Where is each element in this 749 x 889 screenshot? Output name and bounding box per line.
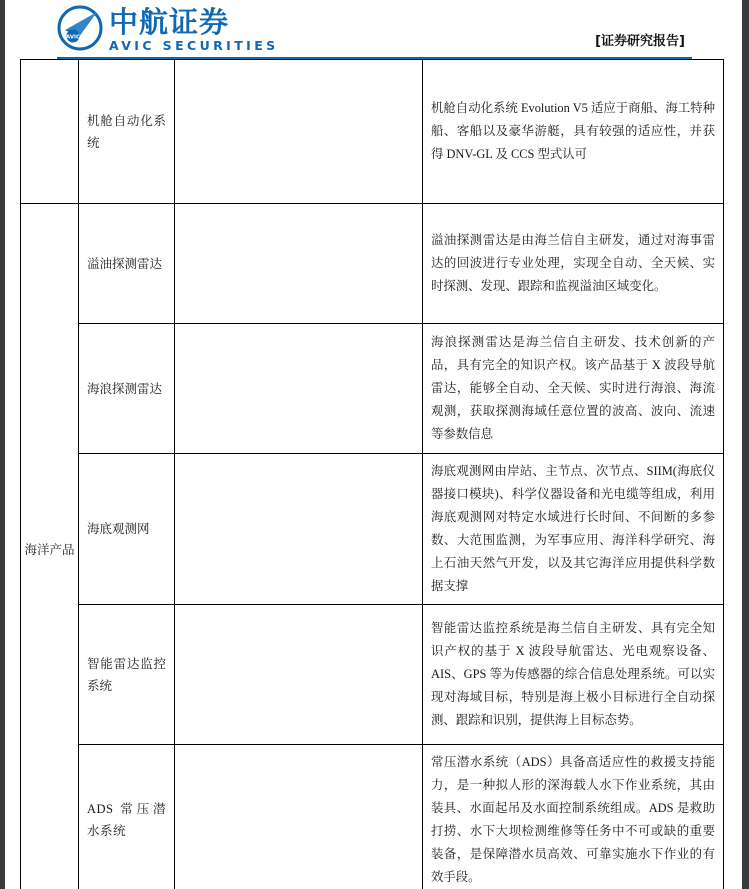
product-name-cell-row1 [79,60,175,204]
product-name-label: 机舱自动化系统 [87,113,166,150]
product-name-label: 溢油探测雷达 [87,256,163,271]
product-image-cell-row3 [175,324,423,454]
category-cell-row1 [21,60,79,204]
product-image-cell-row4 [175,454,423,605]
product-name-cell-row3 [79,324,175,454]
logo-chinese-name: 中航证券 [109,5,230,39]
product-table [20,59,724,889]
table-row [21,324,724,454]
category-cell-marine-products [21,204,79,889]
page-left-edge [0,0,5,889]
svg-text:AVIC: AVIC [66,34,80,41]
product-name-label: 智能雷达监控系统 [87,656,166,693]
logo-english-name: AVIC SECURITIES [109,38,279,53]
product-description-text: 海底观测网由岸站、主节点、次节点、SIIM(海底仪器接口模块)、科学仪器设备和光电缆等组成，利用海底观测网对特定水域进行长时间、不间断的多参数、大范围监测，为军事应用、海洋科学研究、海上石油天然气开发，以及其它海洋应用提供科学数据支撑 [431,464,715,593]
product-description-cell-row3 [423,324,724,454]
product-name-label: ADS 常压潜水系统 [87,802,166,838]
report-header [5,0,742,58]
product-description-text: 常压潜水系统（ADS）具备高适应性的救援支持能力，是一种拟人形的深海载人水下作业系统，其由装具、水面起吊及水面控制系统组成。ADS 是救助打捞、水下大坝检测维修等任务中不可或缺的重要装备，是保障潜水员高效、可靠实施水下作业的有效手段。 [431,755,715,884]
table-row [21,745,724,889]
table-row [21,204,724,324]
product-description-cell-row4 [423,454,724,605]
product-description-text: 机舱自动化系统 Evolution V5 适应于商船、海工特种船、客船以及豪华游艇，具有较强的适应性，并获得 DNV-GL 及 CCS 型式认可 [431,101,715,161]
product-description-cell-row2 [423,204,724,324]
avic-logo [57,5,279,53]
product-name-cell-row6 [79,745,175,889]
page-right-edge [742,0,749,889]
product-description-text: 智能雷达监控系统是海兰信自主研发、具有完全知识产权的基于 X 波段导航雷达、光电观察设备、AIS、GPS 等为传感器的综合信息处理系统。可以实现对海域目标，特别是海上极小目标进行全自动探测、跟踪和识别，提供海上目标态势。 [431,621,715,727]
product-name-label: 海底观测网 [87,522,150,536]
table-row [21,605,724,745]
product-name-cell-row5 [79,605,175,745]
product-name-cell-row4 [79,454,175,605]
product-description-cell-row5 [423,605,724,745]
product-name-cell-row2 [79,204,175,324]
product-description-text: 溢油探测雷达是由海兰信自主研发，通过对海事雷达的回波进行专业处理，实现全自动、全天候、实时探测、发现、跟踪和监视溢油区域变化。 [431,233,715,293]
product-image-cell-row5 [175,605,423,745]
product-image-cell-row6 [175,745,423,889]
table-row [21,60,724,204]
product-image-cell-row1 [175,60,423,204]
category-label: 海洋产品 [24,542,75,557]
avic-logo-mark-icon [57,5,103,51]
product-description-cell-row1 [423,60,724,204]
report-type-tag: [证券研究报告] [595,34,685,49]
table-row [21,454,724,605]
product-name-label: 海浪探测雷达 [87,381,163,396]
product-description-text: 海浪探测雷达是海兰信自主研发、技术创新的产品，具有完全的知识产权。该产品基于 X 波段导航雷达，能够全自动、全天候、实时进行海浪、海流观测，获取探测海域任意位置的波高、波向、流速等参数信息 [431,335,715,441]
product-description-cell-row6 [423,745,724,889]
product-image-cell-row2 [175,204,423,324]
